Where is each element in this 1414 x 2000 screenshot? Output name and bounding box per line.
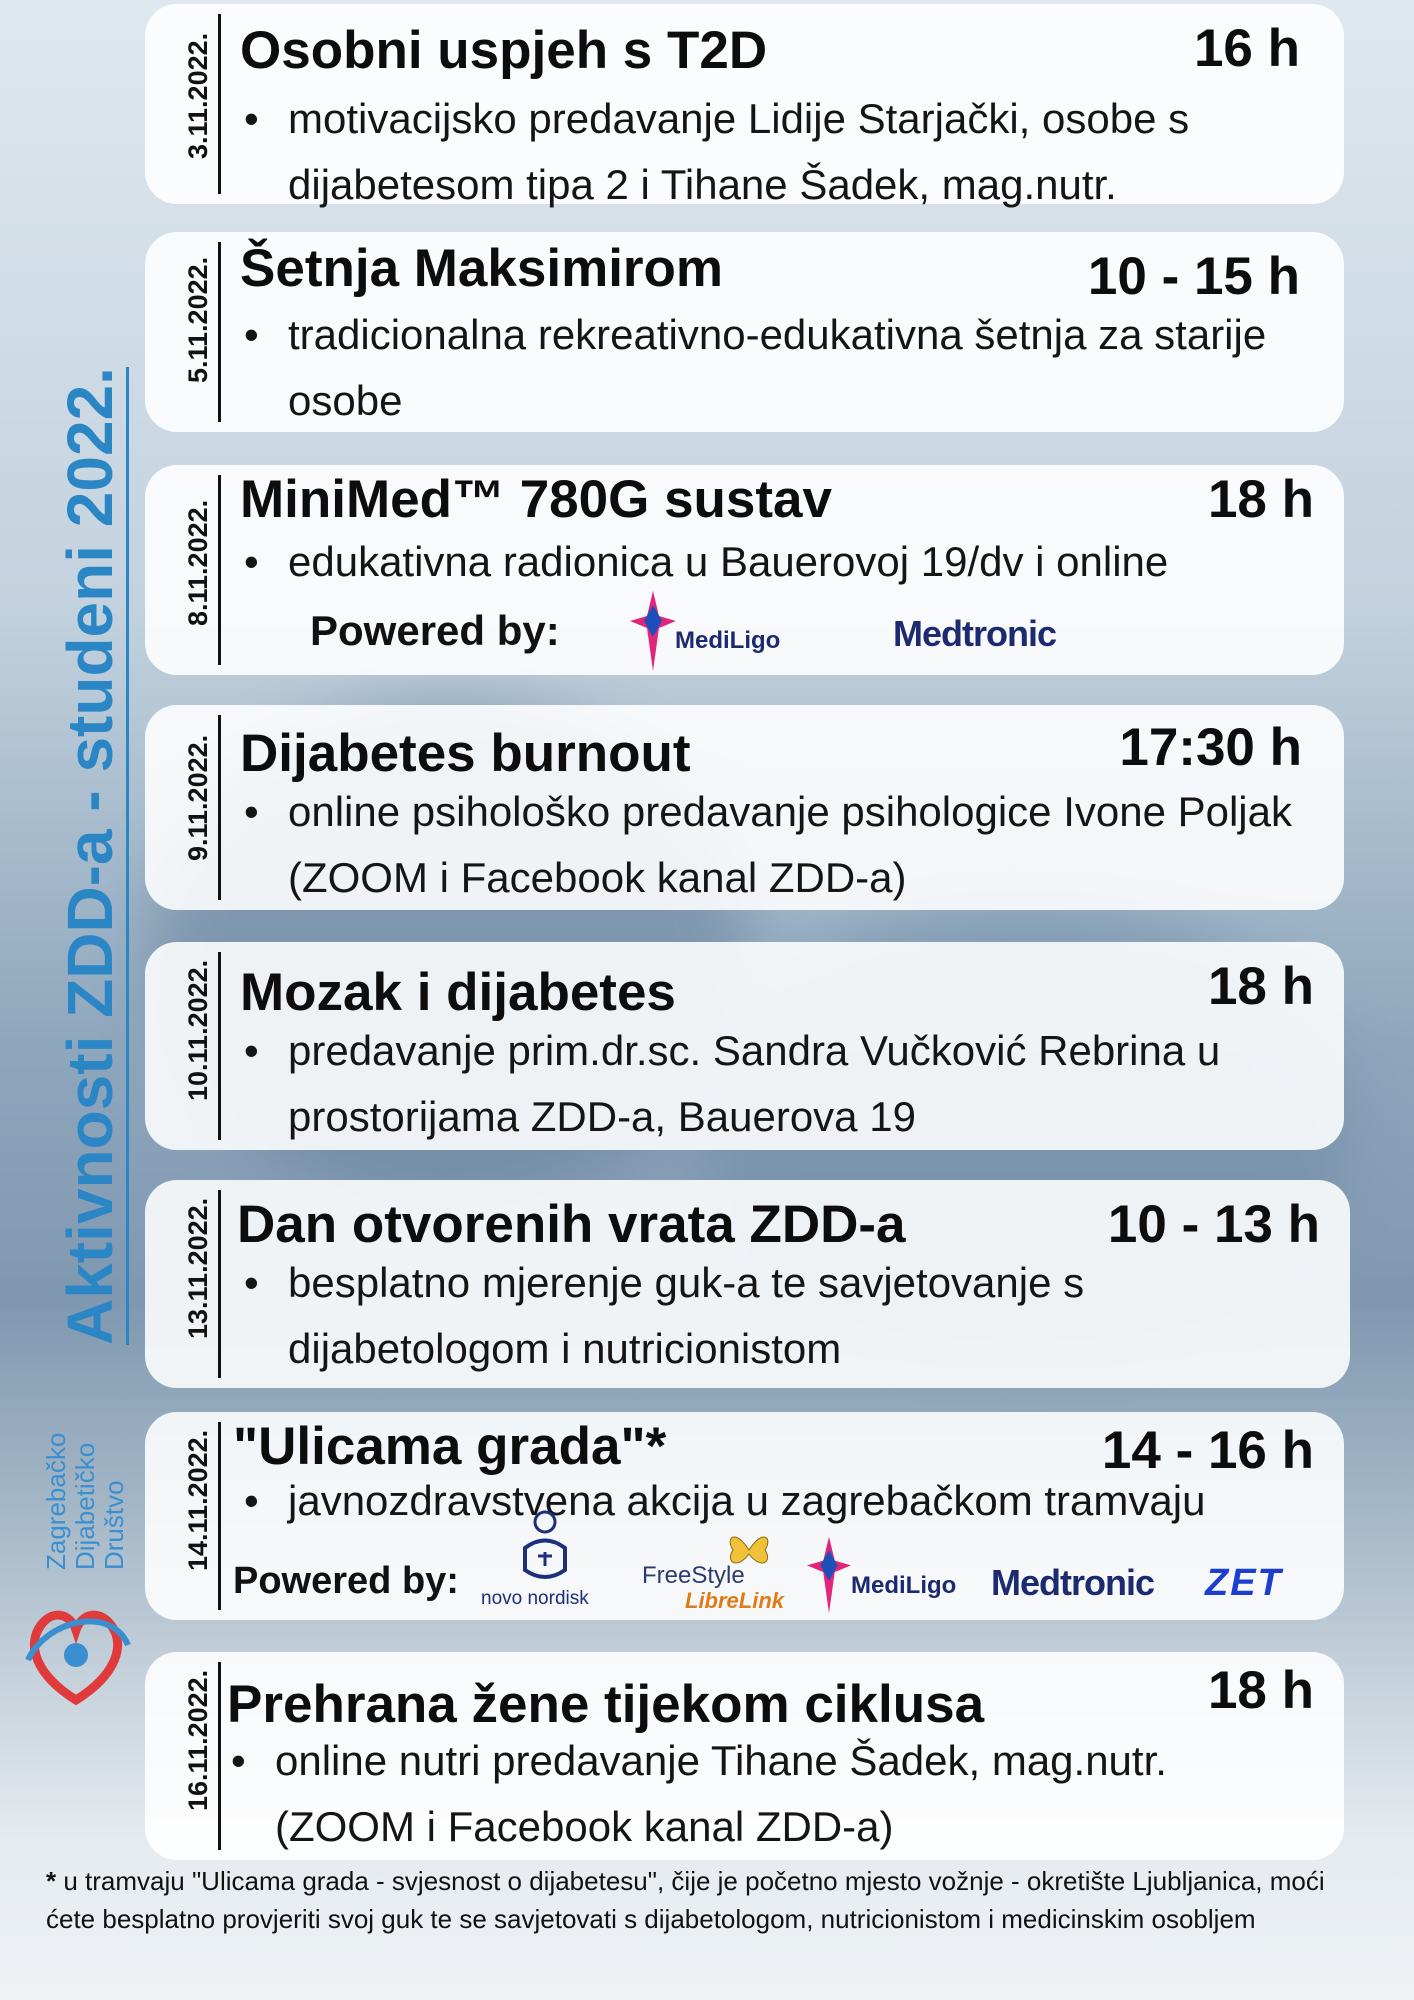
event-description: • besplatno mjerenje guk-a te savjetovanje s dijabetologom i nutricionistom [240, 1250, 1320, 1382]
event-card [145, 1180, 1350, 1388]
event-card [145, 232, 1344, 432]
mediligo-star-icon [630, 591, 676, 671]
event-card [145, 465, 1344, 675]
org-line: Dijabetičko [70, 1442, 100, 1570]
mediligo-logo: MediLigo [851, 1572, 957, 1599]
librelink-logo: LibreLink [685, 1588, 785, 1613]
powered-by-label: Powered by: [233, 1560, 459, 1602]
event-date: 3.11.2022. [183, 32, 213, 159]
event-title: Dijabetes burnout [240, 724, 691, 783]
footnote-star: * [46, 1866, 57, 1896]
zdd-logo-icon [16, 1600, 136, 1710]
org-line: Zagrebačko [41, 1432, 71, 1570]
event-time: 17:30 h [1119, 718, 1302, 777]
event-description: • online psihološko predavanje psihologice Ivone Poljak (ZOOM i Facebook kanal ZDD-a) [240, 779, 1314, 911]
event-date: 10.11.2022. [183, 959, 213, 1101]
mediligo-logo: MediLigo [675, 627, 781, 654]
divider [218, 1190, 221, 1378]
zet-logo: ZET [1205, 1562, 1283, 1604]
event-date: 16.11.2022. [183, 1669, 213, 1811]
event-date: 14.11.2022. [183, 1429, 213, 1571]
event-description: • online nutri predavanje Tihane Šadek, mag.nutr. (ZOOM i Facebook kanal ZDD-a) [227, 1728, 1314, 1860]
event-time: 10 - 15 h [1087, 247, 1300, 306]
footnote [46, 1862, 1374, 1938]
divider [218, 242, 221, 422]
medtronic-logo: Medtronic [991, 1562, 1155, 1603]
org-line: Društvo [99, 1480, 129, 1570]
divider [218, 475, 221, 665]
event-time: 18 h [1207, 957, 1314, 1016]
event-title: Dan otvorenih vrata ZDD-a [237, 1195, 906, 1254]
powered-by-label: Powered by: [310, 607, 560, 654]
event-time: 18 h [1207, 470, 1314, 529]
event-description: • javnozdravstvena akcija u zagrebačkom tramvaju [240, 1468, 1314, 1534]
event-card [145, 1412, 1344, 1620]
event-date: 13.11.2022. [183, 1197, 213, 1339]
event-title: Osobni uspjeh s T2D [240, 21, 768, 80]
event-date: 5.11.2022. [183, 256, 213, 383]
event-time: 14 - 16 h [1101, 1421, 1314, 1480]
event-description: • edukativna radionica u Bauerovoj 19/dv i online [240, 529, 1314, 595]
divider [218, 14, 221, 194]
event-title: "Ulicama grada"* [233, 1417, 667, 1476]
footnote-text: u tramvaju "Ulicama grada - svjesnost o dijabetesu", čije je početno mjesto vožnje - okretište Ljubljanica, moći ćete besplatno provjeriti svoj guk te se savjetovati s dijabetologom, nutricionistom i medicinskim osobljem [46, 1866, 1325, 1934]
event-title: MiniMed™ 780G sustav [240, 470, 833, 529]
divider [218, 952, 221, 1140]
divider [218, 715, 221, 900]
event-time: 16 h [1193, 19, 1300, 78]
event-description: • predavanje prim.dr.sc. Sandra Vučković Rebrina u prostorijama ZDD-a, Bauerova 19 [240, 1018, 1314, 1150]
event-card [145, 705, 1344, 910]
divider [218, 1422, 221, 1610]
event-description: • tradicionalna rekreativno-edukativna šetnja za starije osobe [240, 302, 1314, 434]
medtronic-logo: Medtronic [893, 613, 1057, 654]
divider [218, 1662, 221, 1850]
event-card [145, 1652, 1344, 1860]
novo-nordisk-logo: novo nordisk [481, 1588, 589, 1609]
event-title: Prehrana žene tijekom ciklusa [227, 1675, 985, 1734]
event-title: Šetnja Maksimirom [240, 239, 724, 298]
event-time: 18 h [1207, 1661, 1314, 1720]
event-time: 10 - 13 h [1107, 1195, 1320, 1254]
event-date: 9.11.2022. [183, 734, 213, 861]
page-title: Aktivnosti ZDD-a - studeni 2022. [52, 75, 128, 1345]
event-title: Mozak i dijabetes [240, 963, 676, 1022]
event-card [145, 4, 1344, 208]
event-description: • motivacijsko predavanje Lidije Starjački, osobe s dijabetesom tipa 2 i Tihane Šadek, mag.nutr. [240, 86, 1314, 218]
novo-nordisk-bull-icon [510, 1508, 580, 1588]
freestyle-logo: FreeStyle [642, 1562, 745, 1589]
organization-name [42, 1370, 132, 1570]
mediligo-star-icon [807, 1536, 851, 1614]
event-card [145, 942, 1344, 1150]
event-date: 8.11.2022. [183, 499, 213, 626]
